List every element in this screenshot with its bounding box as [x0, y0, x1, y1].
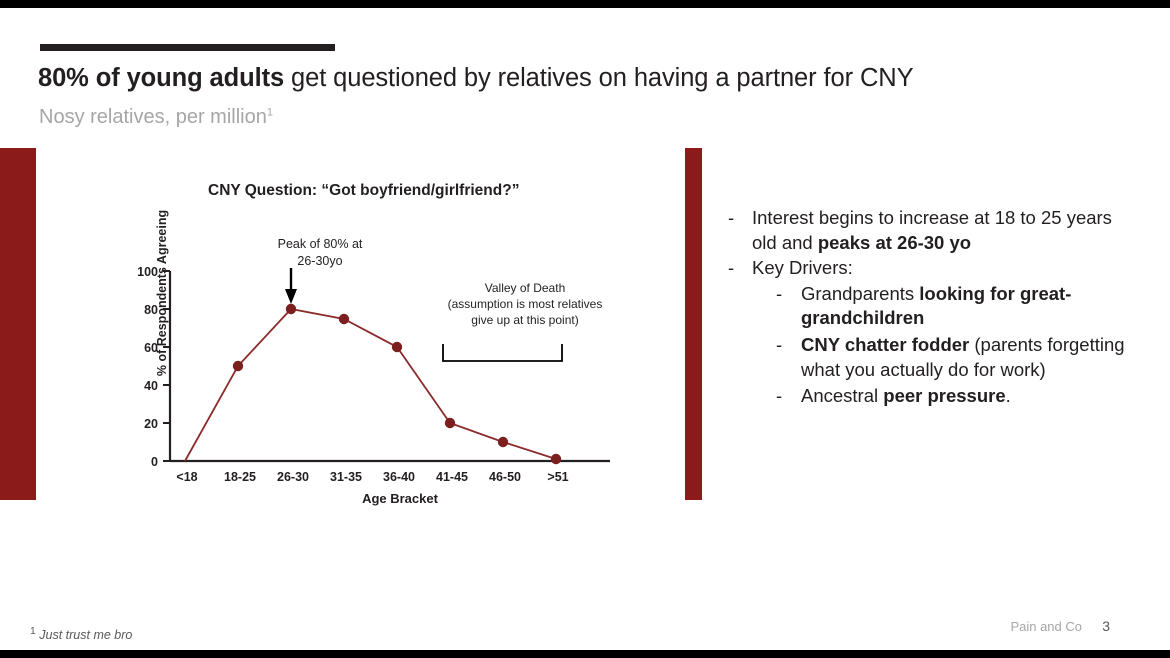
sub-bullet-text-2 [801, 333, 1128, 382]
slide [0, 8, 1170, 650]
bullet-item-2 [728, 256, 1128, 281]
svg-text:31-35: 31-35 [330, 470, 362, 484]
sub-bullet-dash: - [776, 333, 783, 355]
footnote-text: Just trust me bro [35, 628, 133, 643]
chart-x-axis-label: Age Bracket [362, 491, 438, 506]
svg-text:>51: >51 [547, 470, 569, 484]
sub-bullet-text-2-bold: CNY chatter fodder [801, 333, 970, 355]
sub-bullet-text-1-bold: looking for great-grandchildren [801, 282, 1072, 329]
svg-text:80: 80 [144, 303, 158, 317]
svg-text:<18: <18 [176, 470, 198, 484]
footer-company: Pain and Co [1010, 619, 1082, 634]
sub-bullet-item-2 [776, 333, 1128, 382]
accent-bar-divider [685, 148, 702, 500]
sub-bullet-list [776, 282, 1128, 409]
bullet-text-1 [752, 206, 1128, 255]
sub-bullet-dash: - [776, 385, 783, 407]
sub-bullet-text-1-pre: Grandparents [801, 282, 920, 304]
footnote-marker: 1 [30, 626, 36, 637]
bullet-item-1 [728, 206, 1128, 255]
svg-text:60: 60 [144, 341, 158, 355]
bullet-text-2: Key Drivers: [752, 257, 853, 279]
page-title-rest: get questioned by relatives on having a partner for CNY [284, 64, 914, 92]
sub-bullet-text-2-post: (parents forgetting what you actually do for work) [801, 333, 1125, 380]
footnote [30, 626, 132, 642]
sub-bullet-text-3 [801, 384, 1128, 409]
sub-bullet-text-3-post: . [1005, 385, 1011, 407]
page-subtitle-footnote-marker: 1 [266, 106, 273, 119]
sub-bullet-item-1 [776, 282, 1128, 331]
svg-text:46-50: 46-50 [489, 470, 521, 484]
title-rule [40, 44, 335, 51]
page-subtitle [39, 106, 273, 129]
page-subtitle-text: Nosy relatives, per million [39, 106, 267, 128]
bullet-dash: - [728, 207, 735, 228]
svg-text:18-25: 18-25 [224, 470, 256, 484]
sub-bullet-text-3-bold: peer pressure [883, 385, 1006, 407]
bullet-text-1-bold: peaks at 26-30 yo [817, 231, 972, 253]
svg-text:36-40: 36-40 [383, 470, 415, 484]
svg-text:41-45: 41-45 [436, 470, 468, 484]
svg-text:40: 40 [144, 379, 158, 393]
bullet-list [728, 206, 1128, 411]
chart-title: CNY Question: “Got boyfriend/girlfriend?” [208, 182, 520, 199]
sub-bullet-text-1 [801, 282, 1128, 331]
svg-text:20: 20 [144, 417, 158, 431]
chart-plot [110, 176, 650, 521]
bullet-dash: - [728, 257, 735, 279]
sub-bullet-text-3-pre: Ancestral [801, 385, 884, 407]
valley-annotation: Valley of Death (assumption is most relatives give up at this point) [447, 281, 603, 327]
sub-bullet-item-3 [776, 384, 1128, 409]
sub-bullet-dash: - [776, 282, 783, 304]
accent-bar-left [0, 148, 36, 500]
page-title-emphasis: 80% of young adults [38, 64, 285, 92]
svg-text:26-30: 26-30 [277, 470, 309, 484]
chart-y-axis-label: % of Respondents Agreeing [155, 209, 169, 377]
svg-text:100: 100 [137, 265, 158, 279]
page-number: 3 [1102, 618, 1110, 634]
svg-text:0: 0 [151, 455, 158, 469]
page-title [38, 64, 1128, 93]
peak-annotation: Peak of 80% at 26-30yo [277, 237, 363, 268]
bullet-text-1-plain: Interest begins to increase at 18 to 25 years old and [752, 207, 1112, 253]
chart-container [110, 176, 650, 521]
